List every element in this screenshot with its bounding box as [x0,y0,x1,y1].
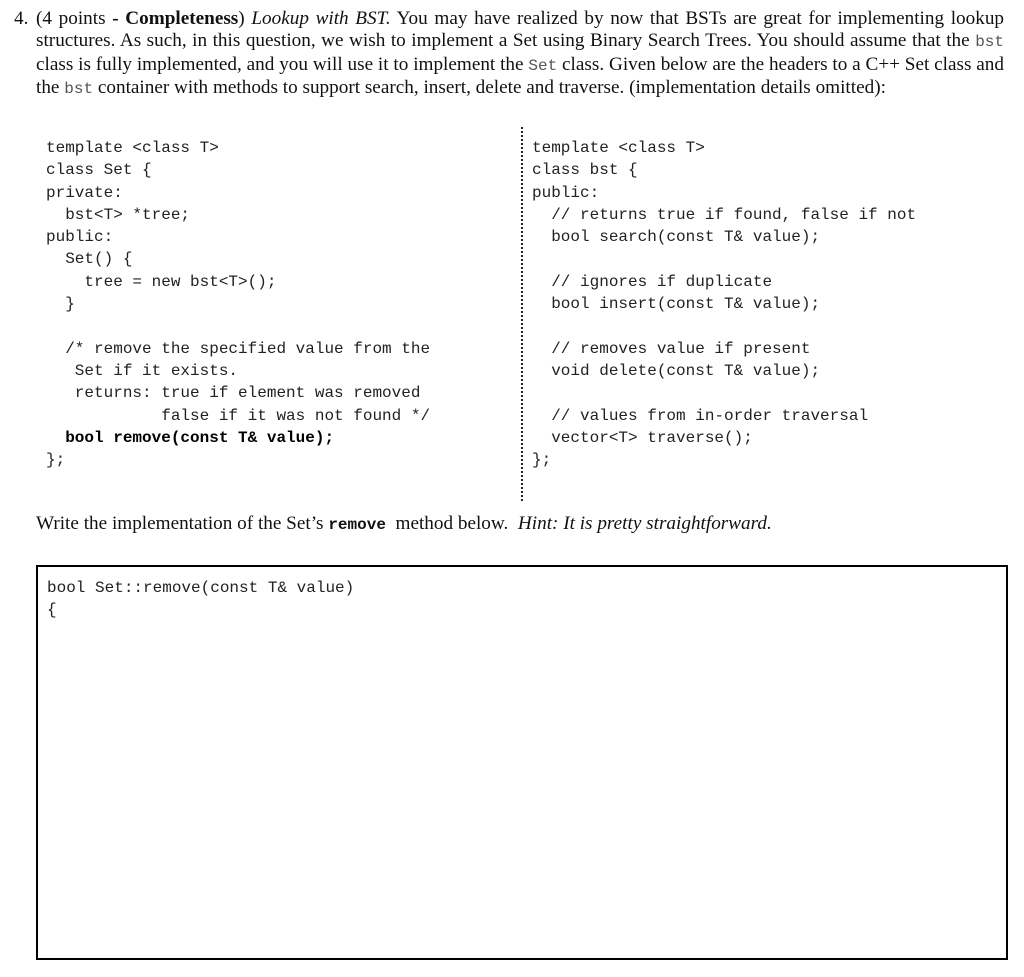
code-line: template <class T> [532,139,705,157]
question-number: 4. [14,8,29,29]
question-block [14,8,1004,100]
question-text-part: container with methods to support search, insert, delete and traverse. (implementation details omitted): [93,76,886,98]
code-line: // ignores if duplicate [532,272,773,291]
question-text-part: You may have realized by now that BSTs are great for implementing lookup structures. As such, in this question, we wish to implement a Set using Binary Search Trees. You should assume that the [36,8,1005,52]
answer-box[interactable] [36,565,1008,960]
question-text-part: class. Given below are the headers to a C++ Set class and the [36,53,1004,98]
code-line: }; [532,451,552,470]
instruction-prompt [36,513,772,536]
code-line: vector<T> traverse(); [532,428,753,447]
points-close: ) [238,8,252,29]
code-line: class Set { [46,161,152,180]
code-line: bool insert(const T& value); [532,295,821,314]
answer-code [47,577,354,622]
code-line: false if it was not found */ [46,406,431,425]
code-line: // values from in-order traversal [532,406,869,425]
code-line: private: [46,183,123,202]
code-line: Set() { [46,250,133,269]
code-line: bst<T> *tree; [46,205,191,224]
question-text [36,8,1004,100]
column-divider [521,127,523,501]
code-line: }; [46,451,66,470]
inline-code-bst: bst [64,79,94,98]
code-line: } [46,295,75,314]
question-text-part: class is fully implemented, and you will use it to implement the [36,53,529,75]
question-title: Lookup with BST. [251,8,391,29]
remove-signature: bool remove(const T& value); [46,428,335,447]
category-label: - Completeness [112,8,239,29]
hint-text: Hint: It is pretty straightforward. [517,513,772,534]
code-line: template <class T> [46,139,219,157]
set-class-header [46,137,430,471]
code-line [532,382,916,404]
inline-code-bst: bst [975,33,1004,52]
code-line: returns: true if element was removed [46,384,421,403]
prompt-text: Write the implementation of the Set’s [36,513,329,534]
code-line: Set if it exists. [46,361,239,380]
code-line: bool search(const T& value); [532,228,821,247]
code-line: // removes value if present [532,339,811,358]
prompt-text: method below. [385,513,518,534]
code-line: class bst { [532,161,638,180]
code-line: { [47,601,57,620]
code-line: tree = new bst<T>(); [46,272,277,291]
code-line: bool Set::remove(const T& value) [47,579,355,597]
code-line: void delete(const T& value); [532,361,821,380]
bst-class-header [532,137,916,471]
code-line [532,248,916,270]
code-line [532,315,916,337]
code-line [46,315,430,337]
inline-code-set: Set [528,56,558,75]
points-open: (4 points [36,8,113,29]
code-line: public: [532,183,600,202]
code-line: /* remove the specified value from the [46,339,431,358]
code-line: public: [46,228,114,247]
code-line: // returns true if found, false if not [532,205,917,224]
inline-code-remove: remove [328,516,386,534]
